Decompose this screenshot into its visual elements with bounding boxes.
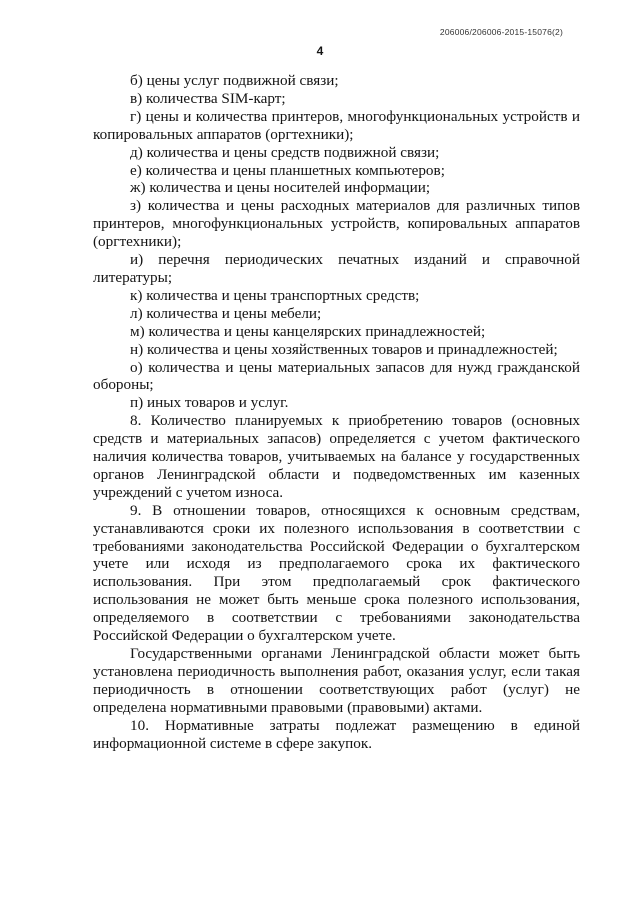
list-item-i: и) перечня периодических печатных изданий и справочной литературы; xyxy=(93,251,580,286)
page-number: 4 xyxy=(316,44,324,58)
list-item-m: м) количества и цены канцелярских принадлежностей; xyxy=(130,322,486,340)
list-item-p: п) иных товаров и услуг. xyxy=(130,394,289,412)
list-item-e: е) количества и цены планшетных компьютеров; xyxy=(130,161,445,179)
clause-9: 9. В отношении товаров, относящихся к основным средствам, устанавливаются сроки их полезного использования в соответствии с требованиями законодательства Российской Федерации о бухгалтерском учете или исходя из предполагаемого срока их фактического использования. При этом предполагаемый срок фактического использования не может быть меньше срока полезного использования, определяемого в соответствии с требованиями законодательства Российской Федерации о бухгалтерском учете. xyxy=(93,501,580,645)
list-item-b: б) цены услуг подвижной связи; xyxy=(130,72,339,89)
list-item-o: о) количества и цены материальных запасов для нужд гражданской обороны; xyxy=(93,358,580,394)
document-code: 206006/206006-2015-15076(2) xyxy=(439,27,563,37)
document-body xyxy=(93,72,580,752)
list-item-zh: ж) количества и цены носителей информации; xyxy=(130,179,431,197)
list-item-g: г) цены и количества принтеров, многофункциональных устройств и копировальных аппаратов (оргтехники); xyxy=(93,107,580,143)
clause-8: 8. Количество планируемых к приобретению товаров (основных средств и материальных запасов) определяется с учетом фактического наличия количества товаров, учитываемых на балансе у государственных органов Ленинградской области и подведомственных им казенных учреждений с учетом износа. xyxy=(93,412,580,501)
list-item-k: к) количества и цены транспортных средств; xyxy=(130,286,420,304)
list-item-v: в) количества SIM-карт; xyxy=(130,89,286,107)
list-item-z: з) количества и цены расходных материалов для различных типов принтеров, многофункциональных устройств, копировальных аппаратов (оргтехники); xyxy=(93,197,580,251)
list-item-n: н) количества и цены хозяйственных товаров и принадлежностей; xyxy=(130,340,558,358)
clause-10: 10. Нормативные затраты подлежат размещению в единой информационной системе в сфере закупок. xyxy=(93,716,580,752)
list-item-d: д) количества и цены средств подвижной связи; xyxy=(130,143,440,161)
list-item-l: л) количества и цены мебели; xyxy=(130,304,322,322)
clause-9-continuation: Государственными органами Ленинградской области может быть установлена периодичность выполнения работ, оказания услуг, если такая периодичность в отношении соответствующих работ (услуг) не определена нормативными правовыми (правовыми) актами. xyxy=(93,645,580,716)
